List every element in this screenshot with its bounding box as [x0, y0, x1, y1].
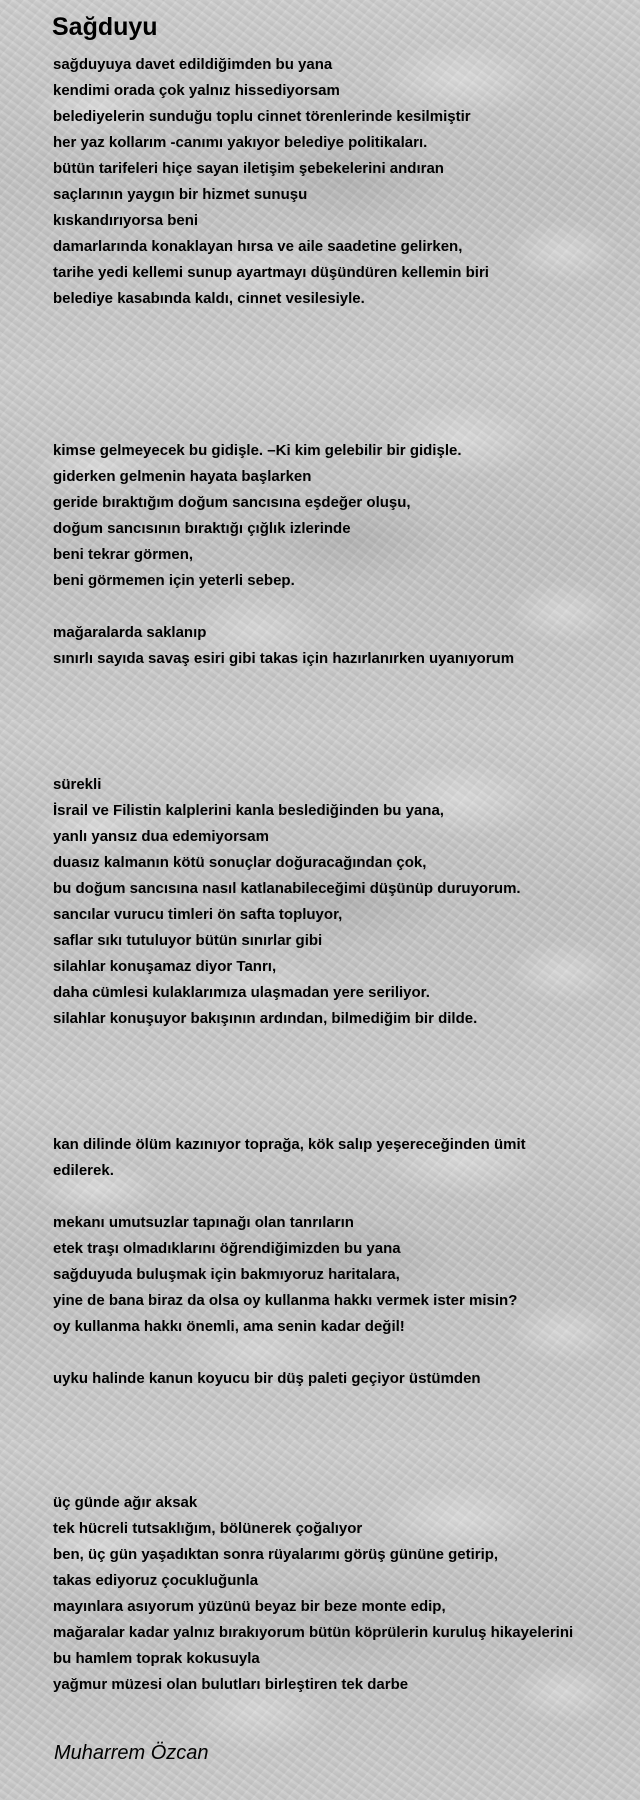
poem-stanza-4: kan dilinde ölüm kazınıyor toprağa, kök salıp yeşereceğinden ümit edilerek. mekanı umutsuzlar tapınağı olan tanrıların etek traşı olmadıklarını öğrendiğimizden bu yana sağduyuda buluşmak için bakmıyoruz haritalara, yine de bana biraz da olsa oy kullanma hakkı vermek ister misin? oy kullanma hakkı önemli, ama senin kadar değil! uyku halinde kanun koyucu bir düş paleti geçiyor üstümden [53, 1136, 526, 1387]
poem-stanza-1: sağduyuya davet edildiğimden bu yana kendimi orada çok yalnız hissediyorsam belediyelerin sunduğu toplu cinnet törenlerinde kesilmiştir her yaz kollarım -canımı yakıyor belediye politikaları. bütün tarifeleri hiçe sayan iletişim şebekelerini andıran saçlarının yaygın bir hizmet sunuşu kıskandırıyorsa beni damarlarında konaklayan hırsa ve aile saadetine gelirken, tarihe yedi kellemi sunup ayartmayı düşündüren kellemin biri belediye kasabında kaldı, cinnet vesilesiyle. [53, 56, 489, 307]
poem-panel-5 [0, 1440, 640, 1800]
poem-panel-3 [0, 720, 640, 1080]
poem-panel-4 [0, 1080, 640, 1440]
poem-panel-2 [0, 360, 640, 720]
poem-stanza-3: sürekli İsrail ve Filistin kalplerini kanla beslediğinden bu yana, yanlı yansız dua edemiyorsam duasız kalmanın kötü sonuçlar doğuracağından çok, bu doğum sancısına nasıl katlanabileceğimi düşünüp duruyorum. sancılar vurucu timleri ön safta topluyor, saflar sıkı tutuluyor bütün sınırlar gibi silahlar konuşamaz diyor Tanrı, daha cümlesi kulaklarımıza ulaşmadan yere seriliyor. silahlar konuşuyor bakışının ardından, bilmediğim bir dilde. [53, 776, 521, 1027]
poem-stanza-5: üç günde ağır aksak tek hücreli tutsaklığım, bölünerek çoğalıyor ben, üç gün yaşadıktan sonra rüyalarımı görüş gününe getirip, takas ediyoruz çocukluğunla mayınlara asıyorum yüzünü beyaz bir beze monte edip, mağaralar kadar yalnız bırakıyorum bütün köprülerin kuruluş hikayelerini bu hamlem toprak kokusuyla yağmur müzesi olan bulutları birleştiren tek darbe [53, 1494, 574, 1693]
poem-author: Muharrem Özcan [54, 1742, 209, 1764]
poem-title: Sağduyu [52, 13, 158, 41]
poem-panel-1 [0, 0, 640, 360]
poem-stanza-2: kimse gelmeyecek bu gidişle. –Ki kim gelebilir bir gidişle. giderken gelmenin hayata başlarken geride bıraktığım doğum sancısına eşdeğer oluşu, doğum sancısının bıraktığı çığlık izlerinde beni tekrar görmen, beni görmemen için yeterli sebep. mağaralarda saklanıp sınırlı sayıda savaş esiri gibi takas için hazırlanırken uyanıyorum [53, 442, 515, 667]
